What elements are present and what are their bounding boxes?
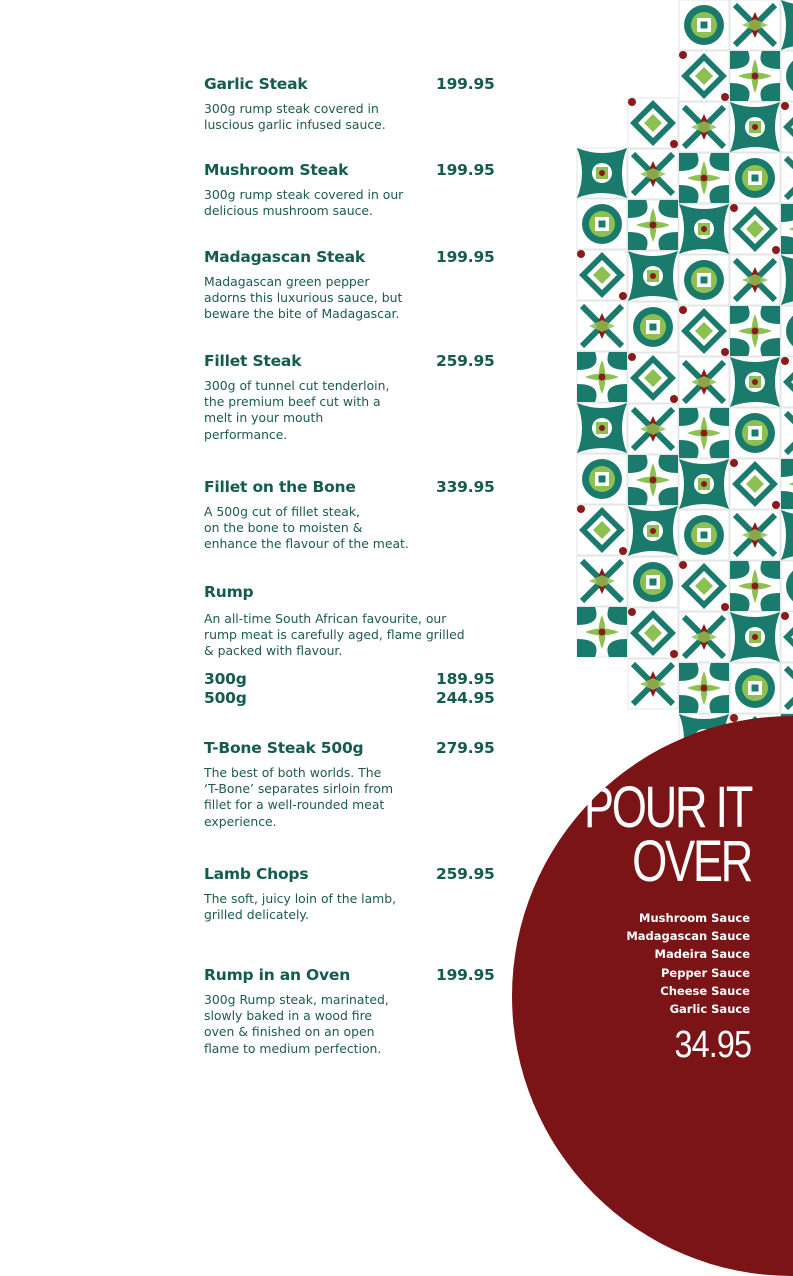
sauce-item: Garlic Sauce xyxy=(669,1002,750,1017)
tile xyxy=(628,98,678,148)
tile xyxy=(628,557,678,607)
tile xyxy=(781,561,793,611)
item-price: 199.95 xyxy=(436,248,495,266)
size-row xyxy=(204,670,504,689)
tile xyxy=(577,403,627,453)
item-name: Fillet on the Bone xyxy=(204,478,356,496)
tile xyxy=(628,455,678,505)
tile xyxy=(577,505,627,555)
sauce-item: Madagascan Sauce xyxy=(626,929,750,944)
tile xyxy=(781,306,793,356)
item-description: An all-time South African favourite, our rump meat is carefully aged, flame grilled & packed with flavour. xyxy=(204,611,465,659)
tile xyxy=(628,506,678,556)
tile xyxy=(679,663,729,713)
tile xyxy=(781,459,793,509)
size-price: 244.95 xyxy=(436,689,495,707)
rump-sizes xyxy=(204,670,504,708)
tile xyxy=(730,153,780,203)
tile xyxy=(628,608,678,658)
tile xyxy=(679,255,729,305)
tile xyxy=(679,306,729,356)
tile xyxy=(781,204,793,254)
tile xyxy=(679,0,729,50)
tile xyxy=(628,200,678,250)
item-price: 199.95 xyxy=(436,161,495,179)
item-description: 300g rump steak covered in luscious garlic infused sauce. xyxy=(204,101,386,133)
tile xyxy=(781,102,793,152)
tile xyxy=(730,255,780,305)
item-description: 300g rump steak covered in our delicious mushroom sauce. xyxy=(204,187,404,219)
tile xyxy=(781,51,793,101)
sauce-item: Madeira Sauce xyxy=(654,947,750,962)
item-name: Garlic Steak xyxy=(204,75,308,93)
tile xyxy=(781,0,793,50)
tile xyxy=(577,607,627,657)
tile xyxy=(577,454,627,504)
item-price: 199.95 xyxy=(436,966,495,984)
tile xyxy=(679,51,729,101)
tile xyxy=(781,408,793,458)
tile xyxy=(577,301,627,351)
tile xyxy=(730,357,780,407)
tile xyxy=(730,612,780,662)
item-name: Madagascan Steak xyxy=(204,248,365,266)
tile xyxy=(781,357,793,407)
item-name: Mushroom Steak xyxy=(204,161,349,179)
sauce-list xyxy=(510,909,750,1018)
tile xyxy=(730,459,780,509)
item-description: A 500g cut of fillet steak, on the bone to moisten & enhance the flavour of the meat. xyxy=(204,504,409,552)
item-description: 300g Rump steak, marinated, slowly baked in a wood fire oven & finished on an open flame to medium perfection. xyxy=(204,992,389,1056)
tile xyxy=(628,149,678,199)
tile xyxy=(577,250,627,300)
tile xyxy=(628,302,678,352)
item-name: Lamb Chops xyxy=(204,865,309,883)
tile xyxy=(679,510,729,560)
tile xyxy=(730,663,780,713)
tile xyxy=(679,357,729,407)
tile xyxy=(730,0,780,50)
sauce-price: 34.95 xyxy=(674,1024,751,1066)
tile xyxy=(730,102,780,152)
sauce-heading-line2: OVER xyxy=(632,829,751,894)
item-price: 259.95 xyxy=(436,352,495,370)
sauce-heading xyxy=(564,775,751,894)
tile xyxy=(781,153,793,203)
tile xyxy=(577,352,627,402)
sauce-item: Mushroom Sauce xyxy=(639,911,750,925)
item-description: The best of both worlds. The ‘T-Bone’ separates sirloin from fillet for a well-rounded meat experience. xyxy=(204,765,394,829)
tile xyxy=(781,255,793,305)
tile xyxy=(730,408,780,458)
tile xyxy=(628,404,678,454)
tile xyxy=(628,353,678,403)
item-description: Madagascan green pepper adorns this luxurious sauce, but beware the bite of Madagascar. xyxy=(204,274,403,322)
tile xyxy=(679,153,729,203)
item-name: Rump xyxy=(204,583,254,601)
tile xyxy=(781,663,793,713)
size-price: 189.95 xyxy=(436,670,495,688)
tile xyxy=(781,612,793,662)
item-description: The soft, juicy loin of the lamb, grilled delicately. xyxy=(204,891,397,923)
tile xyxy=(730,510,780,560)
size-row xyxy=(204,689,504,708)
tile xyxy=(577,148,627,198)
tile xyxy=(577,556,627,606)
tile xyxy=(730,306,780,356)
tile xyxy=(679,204,729,254)
item-name: T-Bone Steak 500g xyxy=(204,739,364,757)
tile xyxy=(628,251,678,301)
item-name: Rump in an Oven xyxy=(204,966,351,984)
sauce-item: Cheese Sauce xyxy=(660,983,750,998)
item-name: Fillet Steak xyxy=(204,352,302,370)
tile xyxy=(730,561,780,611)
tile xyxy=(577,199,627,249)
sauce-item: Pepper Sauce xyxy=(660,965,750,980)
item-price: 339.95 xyxy=(436,478,495,496)
tile xyxy=(781,510,793,560)
size-label: 500g xyxy=(204,689,247,707)
tile xyxy=(679,102,729,152)
item-price: 259.95 xyxy=(436,865,495,883)
size-label: 300g xyxy=(204,670,247,688)
tile xyxy=(679,459,729,509)
tile xyxy=(730,51,780,101)
tile xyxy=(679,561,729,611)
tile xyxy=(679,408,729,458)
tile xyxy=(730,204,780,254)
item-description: 300g of tunnel cut tenderloin, the premium beef cut with a melt in your mouth performance. xyxy=(204,378,390,442)
tile xyxy=(628,659,678,709)
sauce-heading-line1: POUR IT xyxy=(583,775,751,840)
tile xyxy=(679,612,729,662)
item-price: 199.95 xyxy=(436,75,495,93)
item-price: 279.95 xyxy=(436,739,495,757)
